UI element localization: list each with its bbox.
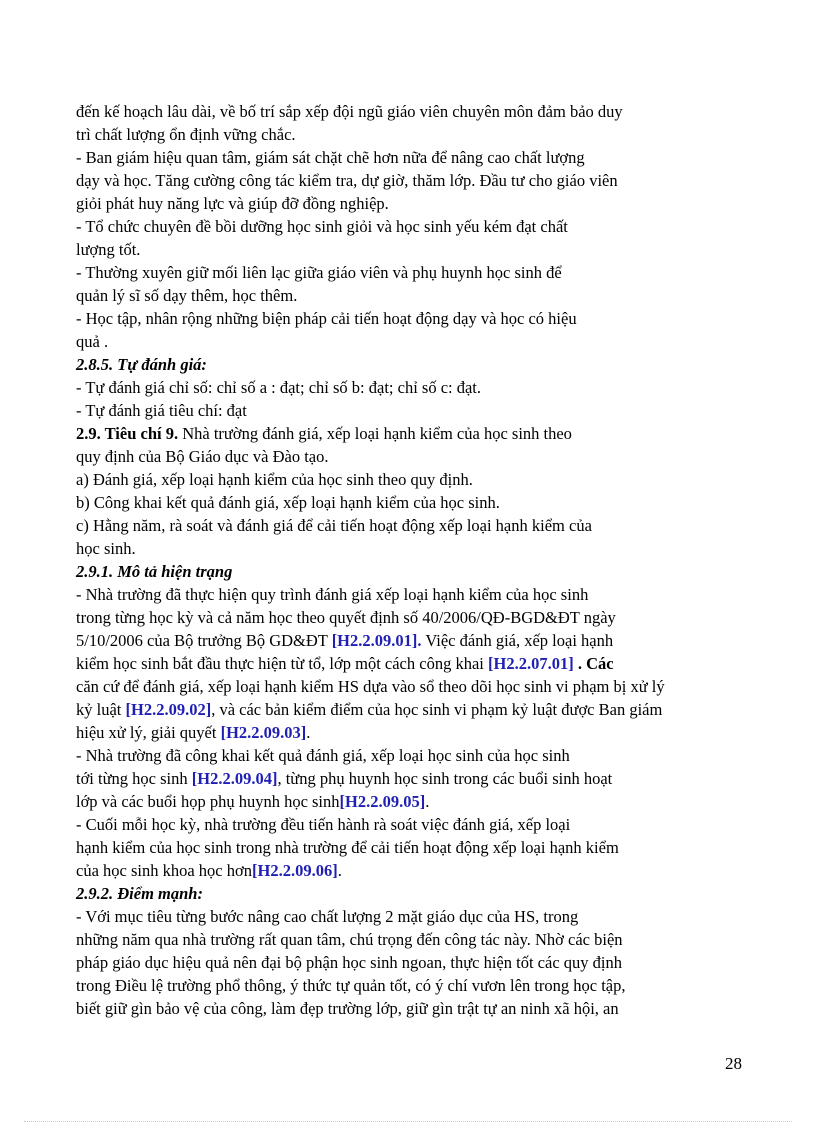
text-line: quả . xyxy=(76,332,109,351)
page-bottom-divider xyxy=(24,1121,792,1122)
text-line: - Cuối mỗi học kỳ, nhà trường đều tiến hành rà soát việc đánh giá, xếp loại xyxy=(76,815,571,834)
criterion-label: 2.9. Tiêu chí 9. xyxy=(76,424,179,443)
text-line: hiệu xử lý, giải quyết [H2.2.09.03]. xyxy=(76,723,311,742)
text-line: a) Đánh giá, xếp loại hạnh kiểm của học sinh theo quy định. xyxy=(76,470,473,489)
criterion-title: 2.9. Tiêu chí 9. Nhà trường đánh giá, xếp loại hạnh kiểm của học sinh theo xyxy=(76,424,572,443)
text-line: trong Điều lệ trường phổ thông, ý thức tự quản tốt, có ý chí vươn lên trong học tập, xyxy=(76,976,626,995)
text-line: trì chất lượng ổn định vững chắc. xyxy=(76,125,296,144)
text-line: của học sinh khoa học hơn[H2.2.09.06]. xyxy=(76,861,342,880)
evidence-reference: [H2.2.09.06] xyxy=(251,861,338,880)
evidence-reference: [H2.2.09.05] xyxy=(339,792,426,811)
text-line: b) Công khai kết quả đánh giá, xếp loại hạnh kiểm của học sinh. xyxy=(76,493,500,512)
text-line: đến kế hoạch lâu dài, về bố trí sắp xếp đội ngũ giáo viên chuyên môn đảm bảo duy xyxy=(76,102,623,121)
text-line: - Tự đánh giá tiêu chí: đạt xyxy=(76,401,247,420)
text-line: - Nhà trường đã công khai kết quả đánh giá, xếp loại học sinh của học sinh xyxy=(76,746,570,765)
text-line: những năm qua nhà trường rất quan tâm, chú trọng đến công tác này. Nhờ các biện xyxy=(76,930,623,949)
evidence-reference: [H2.2.09.02] xyxy=(125,700,212,719)
evidence-reference: [H2.2.09.01]. xyxy=(331,631,422,650)
text-line: kiểm học sinh bắt đầu thực hiện từ tổ, lớp một cách công khai [H2.2.07.01] . Các xyxy=(76,654,614,673)
section-heading: 2.8.5. Tự đánh giá: xyxy=(76,355,207,374)
page-number: 28 xyxy=(725,1054,742,1073)
text-line: quản lý sĩ số dạy thêm, học thêm. xyxy=(76,286,298,305)
text-line: trong từng học kỳ và cả năm học theo quyết định số 40/2006/QĐ-BGD&ĐT ngày xyxy=(76,608,616,627)
text-line: - Tổ chức chuyên đề bồi dưỡng học sinh giỏi và học sinh yếu kém đạt chất xyxy=(76,217,568,236)
text-line: quy định của Bộ Giáo dục và Đào tạo. xyxy=(76,447,329,466)
text-line: - Nhà trường đã thực hiện quy trình đánh giá xếp loại hạnh kiểm của học sinh xyxy=(76,585,589,604)
evidence-reference: [H2.2.07.01] xyxy=(487,654,574,673)
text-line: - Thường xuyên giữ mối liên lạc giữa giáo viên và phụ huynh học sinh để xyxy=(76,263,562,282)
text-line: biết giữ gìn bảo vệ của công, làm đẹp trường lớp, giữ gìn trật tự an ninh xã hội, an xyxy=(76,999,619,1018)
text-line: - Học tập, nhân rộng những biện pháp cải tiến hoạt động dạy và học có hiệu xyxy=(76,309,577,328)
section-heading: 2.9.1. Mô tả hiện trạng xyxy=(76,562,233,581)
text-line: - Ban giám hiệu quan tâm, giám sát chặt chẽ hơn nữa để nâng cao chất lượng xyxy=(76,148,585,167)
text-line: c) Hằng năm, rà soát và đánh giá để cải tiến hoạt động xếp loại hạnh kiểm của xyxy=(76,516,592,535)
text-line: giỏi phát huy năng lực và giúp đỡ đồng nghiệp. xyxy=(76,194,389,213)
text-line: tới từng học sinh [H2.2.09.04], từng phụ huynh học sinh trong các buổi sinh hoạt xyxy=(76,769,613,788)
text-line: căn cứ để đánh giá, xếp loại hạnh kiểm HS dựa vào sổ theo dõi học sinh vi phạm bị xử lý xyxy=(76,677,665,696)
text-line: hạnh kiểm của học sinh trong nhà trường để cải tiến hoạt động xếp loại hạnh kiểm xyxy=(76,838,619,857)
text-line: 5/10/2006 của Bộ trưởng Bộ GD&ĐT [H2.2.09.01]. Việc đánh giá, xếp loại hạnh xyxy=(76,631,614,650)
section-heading: 2.9.2. Điểm mạnh: xyxy=(76,884,203,903)
evidence-reference: [H2.2.09.04] xyxy=(191,769,278,788)
text-line: lượng tốt. xyxy=(76,240,141,259)
evidence-reference: [H2.2.09.03] xyxy=(220,723,307,742)
text-line: lớp và các buổi họp phụ huynh học sinh[H2.2.09.05]. xyxy=(76,792,430,811)
text-line: học sinh. xyxy=(76,539,136,558)
text-line: kỷ luật [H2.2.09.02], và các bản kiểm điểm của học sinh vi phạm kỷ luật được Ban giám xyxy=(76,700,663,719)
body-text xyxy=(76,100,746,1020)
text-line: dạy và học. Tăng cường công tác kiểm tra, dự giờ, thăm lớp. Đầu tư cho giáo viên xyxy=(76,171,618,190)
text-line: - Với mục tiêu từng bước nâng cao chất lượng 2 mặt giáo dục của HS, trong xyxy=(76,907,579,926)
text-line: pháp giáo dục hiệu quả nên đại bộ phận học sinh ngoan, thực hiện tốt các quy định xyxy=(76,953,622,972)
text-line: - Tự đánh giá chỉ số: chỉ số a : đạt; chỉ số b: đạt; chỉ số c: đạt. xyxy=(76,378,482,397)
